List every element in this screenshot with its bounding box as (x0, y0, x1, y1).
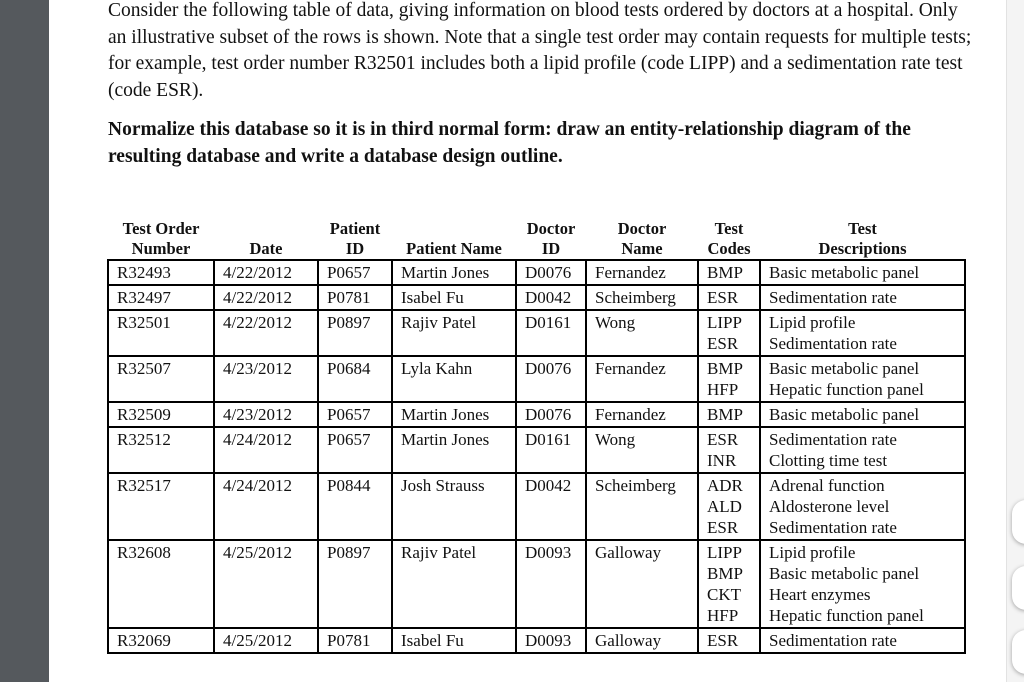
cell-test-order-number: R32608 (108, 540, 214, 628)
cell-test-descriptions (760, 628, 965, 653)
header-patient-name: Patient Name (406, 239, 502, 258)
cell-patient-id: P0897 (318, 310, 392, 356)
cell-patient-id: P0657 (318, 260, 392, 285)
table-row (108, 285, 965, 310)
scroll-handle[interactable] (1012, 630, 1024, 674)
cell-patient-id: P0781 (318, 628, 392, 653)
test-code: ESR (707, 288, 739, 307)
cell-test-codes (698, 402, 760, 427)
test-code: ALD (707, 497, 742, 516)
test-description: Basic metabolic panel (769, 405, 920, 424)
test-description: Basic metabolic panel (769, 359, 920, 378)
test-code: ESR (707, 518, 739, 537)
test-code: LIPP (707, 543, 742, 562)
cell-test-codes (698, 628, 760, 653)
cell-doctor-id: D0093 (516, 540, 586, 628)
header-doctor-name: Doctor Name (617, 219, 667, 258)
test-code: ESR (707, 334, 739, 353)
cell-test-codes (698, 310, 760, 356)
cell-doctor-name: Scheimberg (586, 473, 698, 540)
test-description: Hepatic function panel (769, 380, 924, 399)
table-body (108, 260, 965, 653)
cell-doctor-name: Fernandez (586, 402, 698, 427)
test-code: ESR (707, 430, 739, 449)
cell-test-descriptions (760, 402, 965, 427)
cell-date: 4/23/2012 (214, 356, 318, 402)
header-test-codes: Test Codes (707, 219, 751, 258)
cell-patient-id: P0657 (318, 427, 392, 473)
cell-doctor-id: D0076 (516, 260, 586, 285)
cell-doctor-name: Wong (586, 310, 698, 356)
scroll-handle[interactable] (1012, 566, 1024, 610)
cell-test-codes (698, 427, 760, 473)
test-description: Lipid profile (769, 313, 856, 332)
cell-test-descriptions (760, 285, 965, 310)
test-description: Sedimentation rate (769, 288, 897, 307)
scroll-handle[interactable] (1012, 500, 1024, 544)
cell-test-order-number: R32507 (108, 356, 214, 402)
table-row (108, 540, 965, 628)
cell-test-descriptions (760, 356, 965, 402)
cell-doctor-name: Fernandez (586, 260, 698, 285)
cell-patient-id: P0657 (318, 402, 392, 427)
cell-date: 4/22/2012 (214, 260, 318, 285)
cell-date: 4/24/2012 (214, 473, 318, 540)
intro-paragraph: Consider the following table of data, giving information on blood tests ordered by doctors at a hospital. Only an illustrative subset of the rows is shown. Note that a single test order may contain requests for multiple tests; for example, test order number R32501 includes both a lipid profile (code LIPP) and a sedimentation rate test (code ESR). (108, 0, 972, 101)
cell-date: 4/22/2012 (214, 285, 318, 310)
cell-test-codes (698, 473, 760, 540)
test-description: Sedimentation rate (769, 430, 897, 449)
cell-doctor-id: D0161 (516, 310, 586, 356)
cell-test-order-number: R32493 (108, 260, 214, 285)
cell-date: 4/24/2012 (214, 427, 318, 473)
cell-doctor-name: Scheimberg (586, 285, 698, 310)
test-code: ADR (707, 476, 743, 495)
test-description: Clotting time test (769, 451, 888, 470)
cell-test-order-number: R32501 (108, 310, 214, 356)
table-row (108, 310, 965, 356)
test-description: Aldosterone level (769, 497, 890, 516)
cell-date: 4/25/2012 (214, 628, 318, 653)
test-description: Adrenal function (769, 476, 885, 495)
cell-doctor-id: D0076 (516, 356, 586, 402)
cell-test-descriptions (760, 427, 965, 473)
cell-test-order-number: R32509 (108, 402, 214, 427)
cell-date: 4/25/2012 (214, 540, 318, 628)
test-code: HFP (707, 606, 739, 625)
table-row (108, 473, 965, 540)
header-test-descriptions: Test Descriptions (818, 219, 907, 258)
cell-patient-name: Martin Jones (392, 402, 516, 427)
cell-patient-id: P0781 (318, 285, 392, 310)
cell-test-order-number: R32517 (108, 473, 214, 540)
cell-patient-name: Martin Jones (392, 427, 516, 473)
cell-doctor-id: D0093 (516, 628, 586, 653)
cell-doctor-id: D0161 (516, 427, 586, 473)
header-patient-id: Patient ID (329, 219, 381, 258)
cell-test-descriptions (760, 260, 965, 285)
viewer-left-gutter (0, 0, 49, 682)
cell-date: 4/22/2012 (214, 310, 318, 356)
cell-patient-name: Isabel Fu (392, 628, 516, 653)
test-code: LIPP (707, 313, 742, 332)
cell-patient-name: Josh Strauss (392, 473, 516, 540)
cell-test-descriptions (760, 310, 965, 356)
test-code: INR (707, 451, 737, 470)
cell-patient-name: Rajiv Patel (392, 310, 516, 356)
cell-test-codes (698, 540, 760, 628)
test-code: HFP (707, 380, 739, 399)
header-date: Date (249, 239, 283, 258)
test-code: CKT (707, 585, 741, 604)
blood-tests-table (107, 219, 966, 654)
test-description: Sedimentation rate (769, 334, 897, 353)
cell-patient-name: Isabel Fu (392, 285, 516, 310)
cell-doctor-id: D0042 (516, 473, 586, 540)
test-code: ESR (707, 631, 739, 650)
cell-test-order-number: R32512 (108, 427, 214, 473)
cell-patient-name: Martin Jones (392, 260, 516, 285)
cell-test-order-number: R32497 (108, 285, 214, 310)
table-row (108, 427, 965, 473)
cell-doctor-name: Fernandez (586, 356, 698, 402)
test-description: Sedimentation rate (769, 518, 897, 537)
test-code: BMP (707, 359, 743, 378)
header-doctor-id: Doctor ID (526, 219, 576, 258)
table-row (108, 402, 965, 427)
cell-test-codes (698, 260, 760, 285)
cell-patient-id: P0844 (318, 473, 392, 540)
cell-patient-id: P0684 (318, 356, 392, 402)
cell-doctor-id: D0042 (516, 285, 586, 310)
test-description: Lipid profile (769, 543, 856, 562)
cell-patient-name: Rajiv Patel (392, 540, 516, 628)
test-description: Hepatic function panel (769, 606, 924, 625)
cell-date: 4/23/2012 (214, 402, 318, 427)
cell-test-order-number: R32069 (108, 628, 214, 653)
cell-patient-id: P0897 (318, 540, 392, 628)
cell-test-codes (698, 356, 760, 402)
cell-test-descriptions (760, 540, 965, 628)
test-description: Sedimentation rate (769, 631, 897, 650)
table-header-row (108, 219, 965, 260)
cell-doctor-name: Wong (586, 427, 698, 473)
test-description: Heart enzymes (769, 585, 871, 604)
table-row (108, 628, 965, 653)
test-code: BMP (707, 263, 743, 282)
test-description: Basic metabolic panel (769, 564, 920, 583)
header-test-order-number: Test Order Number (122, 219, 200, 258)
test-code: BMP (707, 564, 743, 583)
cell-doctor-name: Galloway (586, 540, 698, 628)
instruction-paragraph: Normalize this database so it is in third normal form: draw an entity-relationship diagram of the resulting database and write a database design outline. (108, 119, 911, 167)
test-description: Basic metabolic panel (769, 263, 920, 282)
cell-doctor-id: D0076 (516, 402, 586, 427)
cell-test-codes (698, 285, 760, 310)
test-code: BMP (707, 405, 743, 424)
cell-doctor-name: Galloway (586, 628, 698, 653)
table-row (108, 260, 965, 285)
cell-test-descriptions (760, 473, 965, 540)
table-row (108, 356, 965, 402)
cell-patient-name: Lyla Kahn (392, 356, 516, 402)
